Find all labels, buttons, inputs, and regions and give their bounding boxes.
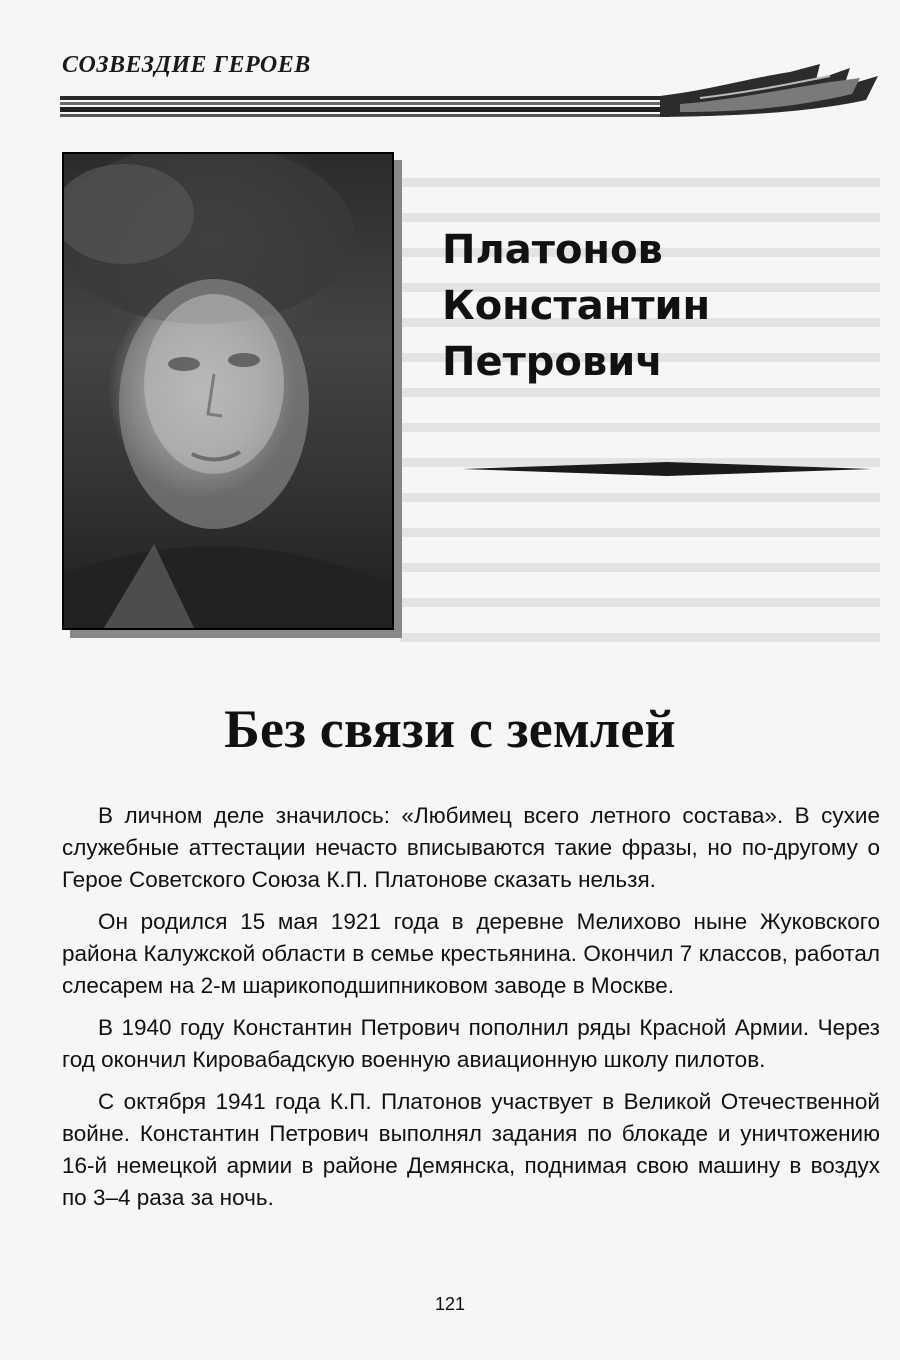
paragraph: В личном деле значилось: «Любимец всего летного состава». В сухие служебные аттестации нечасто вписываются такие фразы, но по-другому о Герое Советского Союза К.П. Платонове сказать нельзя. [62,803,880,892]
paragraph: Он родился 15 мая 1921 года в деревне Мелихово ныне Жуковского района Калужской области в семье крестьянина. Окончил 7 классов, работал слесарем на 2-м шарикоподшипниковом заводе в Москве. [62,909,880,998]
ribbon-ornament [60,60,882,120]
article-body [62,800,880,1224]
hero-surname: Платонов [442,227,663,273]
hero-patronymic: Петрович [442,339,663,385]
hero-portrait [62,152,394,630]
hero-name [442,222,710,390]
hero-first-name: Константин [442,283,711,329]
section-header: СОЗВЕЗДИЕ ГЕРОЕВ [62,52,311,78]
paragraph: С октября 1941 года К.П. Платонов участвует в Великой Отечественной войне. Константин Петрович выполнял задания по блокаде и уничтожению 16-й немецкой армии в районе Демянска, поднимая свою машину в воздух по 3–4 раза за ночь. [62,1089,880,1210]
name-divider [462,462,872,476]
paragraph: В 1940 году Константин Петрович пополнил ряды Красной Армии. Через год окончил Кировабадскую военную авиационную школу пилотов. [62,1015,880,1072]
article-title: Без связи с землей [224,699,676,759]
page-number: 121 [434,1294,466,1314]
